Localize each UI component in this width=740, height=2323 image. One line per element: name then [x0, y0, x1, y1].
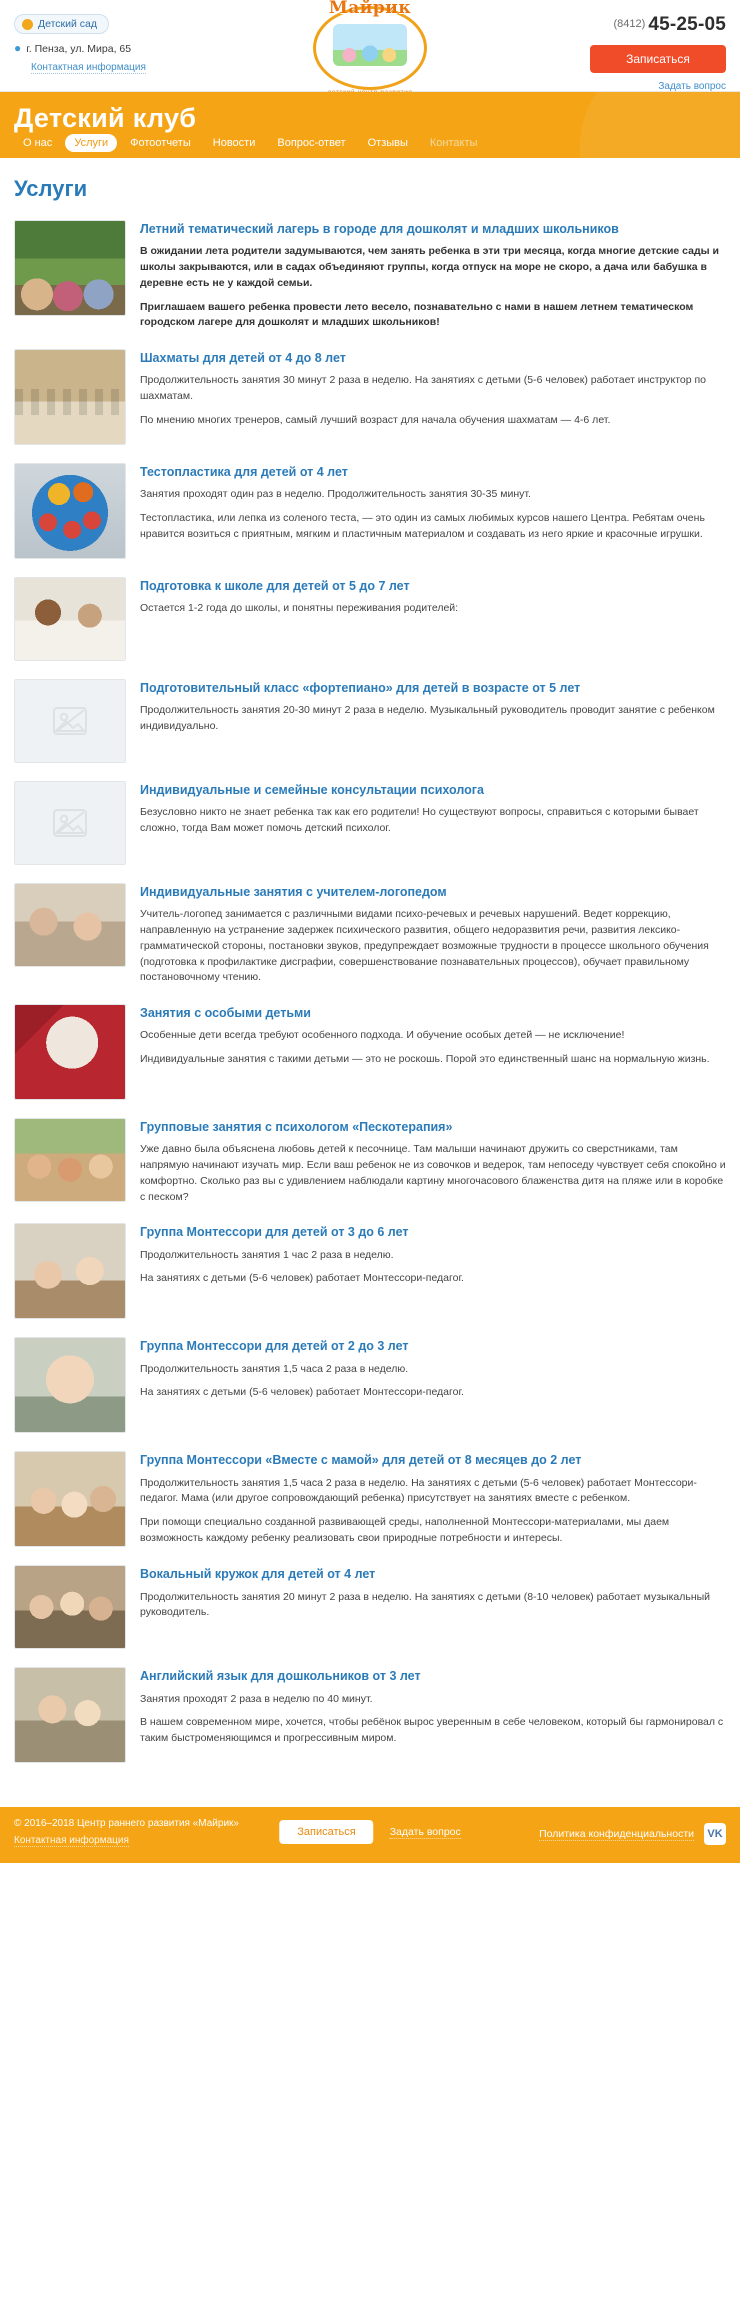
top-bar-right	[511, 14, 726, 93]
top-bar-left	[14, 14, 244, 74]
service-paragraph: Продолжительность занятия 1,5 часа 2 раза в неделю. На занятиях с детьми (5-6 человек) работает Монтессори-педагог. Мама (или другое сопровождающий ребенка) присутствует на занятиях вместе с ребенком.	[140, 1476, 697, 1505]
service-photo	[15, 1452, 125, 1546]
footer-ask-question-link[interactable]: Задать вопрос	[389, 1825, 461, 1838]
service-photo	[15, 884, 125, 966]
address-text: г. Пенза, ул. Мира, 65	[26, 43, 132, 55]
service-paragraph: Продолжительность занятия 1,5 часа 2 раза в неделю.	[140, 1362, 409, 1375]
service-title-link[interactable]: Группа Монтессори для детей от 2 до 3 лет	[140, 1339, 409, 1354]
service-photo	[15, 1668, 125, 1762]
service-thumbnail[interactable]	[14, 349, 126, 445]
service-thumbnail[interactable]	[14, 1667, 126, 1763]
service-thumbnail[interactable]	[14, 1223, 126, 1319]
service-body	[140, 781, 726, 837]
ask-question-link[interactable]: Задать вопрос	[658, 81, 726, 92]
nav-item-0[interactable]: О нас	[23, 137, 53, 149]
service-body	[140, 577, 726, 617]
service-item	[14, 1667, 726, 1763]
privacy-policy-link[interactable]: Политика конфиденциальности	[539, 1827, 694, 1840]
service-body	[140, 463, 726, 543]
service-item	[14, 1223, 726, 1319]
service-paragraph: В ожидании лета родители задумываются, чем занять ребенка в эти три месяца, когда многие детские сады и школы закрываются, или в садах объединяют группы, когда отпуск на море не скоро, а дача или бабушка в деревне есть не у каждой семьи.	[140, 245, 719, 289]
service-photo	[15, 1005, 125, 1099]
service-photo	[15, 350, 125, 444]
service-photo	[15, 1224, 125, 1318]
service-body	[140, 1004, 726, 1068]
vk-icon[interactable]: VK	[704, 1823, 726, 1845]
service-paragraph: Продолжительность занятия 20-30 минут 2 раза в неделю. Музыкальный руководитель проводит занятие с ребенком индивидуально.	[140, 704, 715, 732]
logo-wordmark: Майрик	[328, 0, 412, 18]
service-thumbnail[interactable]	[14, 781, 126, 865]
service-item	[14, 220, 726, 331]
service-photo	[15, 464, 125, 558]
service-body	[140, 1223, 726, 1287]
nav-item-5[interactable]: Отзывы	[367, 137, 408, 149]
service-title-link[interactable]: Тестопластика для детей от 4 лет	[140, 465, 348, 479]
nav-item-2[interactable]: Фотоотчеты	[130, 137, 191, 149]
service-title-link[interactable]: Занятия с особыми детьми	[140, 1006, 311, 1020]
service-body	[140, 1565, 726, 1621]
service-title-link[interactable]: Подготовка к школе для детей от 5 до 7 лет	[140, 579, 410, 593]
service-title-link[interactable]: Группа Монтессори для детей от 3 до 6 лет	[140, 1225, 409, 1240]
service-paragraph: Занятия проходят 2 раза в неделю по 40 минут.	[140, 1692, 373, 1705]
logo-badge	[307, 0, 433, 100]
service-item	[14, 883, 726, 986]
service-thumbnail[interactable]	[14, 679, 126, 763]
phone-area-code: (8412)	[613, 18, 646, 30]
site-header-band	[0, 92, 740, 158]
service-title-link[interactable]: Английский язык для дошкольников от 3 лет	[140, 1669, 421, 1684]
service-item	[14, 463, 726, 559]
service-title-link[interactable]: Индивидуальные и семейные консультации психолога	[140, 783, 484, 797]
service-paragraph: Уже давно была объяснена любовь детей к песочнице. Там малыши начинают дружить со сверстниками, там напрямую начинают изучать мир. Если ваш ребенок не из совочков и ведерок, там непоседу чувствует себя спокойно и комфортно. Сколько раз вы с удивлением наблюдали картину многочасового блаженства дитя на пляже или в коробке с песком?	[140, 1143, 726, 1203]
service-paragraph: Продолжительность занятия 30 минут 2 раза в неделю. На занятиях с детьми (5-6 человек) работает инструктор по шахматам.	[140, 374, 707, 402]
map-pin-icon: ●	[14, 41, 22, 55]
service-item	[14, 781, 726, 865]
contact-info-link[interactable]: Контактная информация	[31, 62, 146, 73]
service-item	[14, 1451, 726, 1547]
copyright-text: © 2016–2018 Центр раннего развития «Майрик»	[14, 1818, 239, 1830]
nav-item-3[interactable]: Новости	[212, 137, 256, 149]
service-paragraph: При помощи специально созданной развивающей среды, наполненной Монтессори-материалами, мы даем возможность каждому ребенку реализовать свои природные потребности и интересы.	[140, 1516, 670, 1544]
service-title-link[interactable]: Групповые занятия с психологом «Пескотерапия»	[140, 1120, 453, 1134]
signup-button[interactable]: Записаться	[590, 45, 726, 73]
page-title: Услуги	[14, 176, 88, 201]
service-thumbnail[interactable]	[14, 220, 126, 316]
service-paragraph: Безусловно никто не знает ребенка так как его родители! Но существуют вопросы, справиться с которыми бывает сложно, тогда Вам может помочь детский психолог.	[140, 806, 699, 834]
service-paragraph: Особенные дети всегда требуют особенного подхода. И обучение особых детей — не исключение!	[140, 1029, 625, 1042]
kindergarten-icon	[22, 19, 33, 30]
phone-block[interactable]	[511, 14, 726, 36]
kindergarten-button-label: Детский сад	[38, 18, 98, 30]
footer-signup-button[interactable]: Записаться	[279, 1820, 373, 1844]
service-thumbnail[interactable]	[14, 1004, 126, 1100]
service-item	[14, 1565, 726, 1649]
service-thumbnail[interactable]	[14, 883, 126, 967]
service-title-link[interactable]: Вокальный кружок для детей от 4 лет	[140, 1567, 376, 1582]
service-body	[140, 883, 726, 986]
service-title-link[interactable]: Индивидуальные занятия с учителем-логопедом	[140, 885, 447, 899]
service-paragraph: Остается 1-2 года до школы, и понятны переживания родителей:	[140, 602, 459, 615]
service-thumbnail[interactable]	[14, 463, 126, 559]
footer-right	[539, 1823, 726, 1845]
site-footer	[0, 1807, 740, 1863]
address-row	[14, 43, 244, 55]
logo-illustration-icon	[333, 24, 407, 66]
nav-item-4[interactable]: Вопрос-ответ	[277, 137, 346, 149]
service-title-link[interactable]: Летний тематический лагерь в городе для дошколят и младших школьников	[140, 222, 619, 236]
service-thumbnail[interactable]	[14, 1337, 126, 1433]
footer-contact-info-link[interactable]: Контактная информация	[14, 1835, 129, 1847]
site-logo[interactable]	[307, 0, 433, 106]
service-body	[140, 1667, 726, 1747]
service-paragraph: Продолжительность занятия 20 минут 2 раза в неделю. На занятиях с детьми (8-10 человек) работает музыкальный руководитель.	[140, 1590, 711, 1619]
service-body	[140, 1337, 726, 1401]
service-photo	[15, 1338, 125, 1432]
nav-item-6[interactable]: Контакты	[429, 137, 478, 149]
service-paragraph: Учитель-логопед занимается с различными видами психо-речевых и речевых нарушений. Ведет коррекцию, направленную на устранение задержек психического развития, общего недоразвития речи, развития лексико-грамматической стороны, постановки звуков, предупреждает возможные трудности в процессе школьного обучения (подготовка к профилактике дисграфии, совершенствование познавательных процессов), обучает правильному постановочному чтению.	[140, 908, 709, 984]
service-paragraph: По мнению многих тренеров, самый лучший возраст для начала обучения шахматам — 4-6 лет.	[140, 413, 611, 426]
service-paragraph: Индивидуальные занятия с такими детьми — это не роскошь. Порой это единственный шанс на нормальную жизнь.	[140, 1053, 710, 1065]
footer-center	[279, 1820, 461, 1844]
service-title-link[interactable]: Шахматы для детей от 4 до 8 лет	[140, 351, 346, 365]
service-title-link[interactable]: Группа Монтессори «Вместе с мамой» для детей от 8 месяцев до 2 лет	[140, 1453, 582, 1468]
service-thumbnail[interactable]	[14, 1118, 126, 1202]
main-content	[0, 158, 740, 1807]
image-placeholder-icon	[15, 680, 125, 762]
service-photo	[15, 221, 125, 315]
service-body	[140, 1118, 726, 1205]
services-list	[14, 220, 726, 1763]
service-body	[140, 349, 726, 429]
service-photo	[15, 1566, 125, 1648]
service-item	[14, 577, 726, 661]
service-body	[140, 679, 726, 735]
service-item	[14, 349, 726, 445]
page-title-header: Детский клуб	[14, 103, 197, 133]
service-item	[14, 1004, 726, 1100]
service-photo	[15, 578, 125, 660]
service-body	[140, 220, 726, 331]
nav-item-1[interactable]: Услуги	[65, 134, 117, 152]
service-thumbnail[interactable]	[14, 577, 126, 661]
image-placeholder-icon	[15, 782, 125, 864]
service-paragraph: В нашем современном мире, хочется, чтобы ребёнок вырос уверенным в себе человеком, который бы гармонировал с таким быстроменяющимся и прогрессивным миром.	[140, 1716, 724, 1744]
service-paragraph: На занятиях с детьми (5-6 человек) работает Монтессори-педагог.	[140, 1272, 464, 1285]
main-navigation	[14, 134, 486, 152]
service-paragraph: Занятия проходят один раз в неделю. Продолжительность занятия 30-35 минут.	[140, 488, 531, 501]
service-item	[14, 1118, 726, 1205]
service-paragraph: Продолжительность занятия 1 час 2 раза в неделю.	[140, 1248, 394, 1261]
service-paragraph: Тестопластика, или лепка из соленого теста, — это один из самых любимых курсов нашего Центра. Ребятам очень нравится возиться с приятным, мягким и пластичным материалом и создавать из него яркие и красочные игрушки.	[140, 512, 705, 540]
top-bar	[0, 0, 740, 92]
service-thumbnail[interactable]	[14, 1451, 126, 1547]
service-body	[140, 1451, 726, 1546]
service-paragraph: Приглашаем вашего ребенка провести лето весело, познавательно с нами в нашем летнем тематическом городском лагере для дошколят и младших школьников!	[140, 300, 694, 329]
service-title-link[interactable]: Подготовительный класс «фортепиано» для детей в возрасте от 5 лет	[140, 681, 581, 695]
service-item	[14, 1337, 726, 1433]
service-item	[14, 679, 726, 763]
kindergarten-switch-button[interactable]	[14, 14, 109, 34]
service-photo	[15, 1119, 125, 1201]
service-thumbnail[interactable]	[14, 1565, 126, 1649]
phone-number: 45-25-05	[648, 14, 726, 35]
service-paragraph: На занятиях с детьми (5-6 человек) работает Монтессори-педагог.	[140, 1386, 464, 1399]
